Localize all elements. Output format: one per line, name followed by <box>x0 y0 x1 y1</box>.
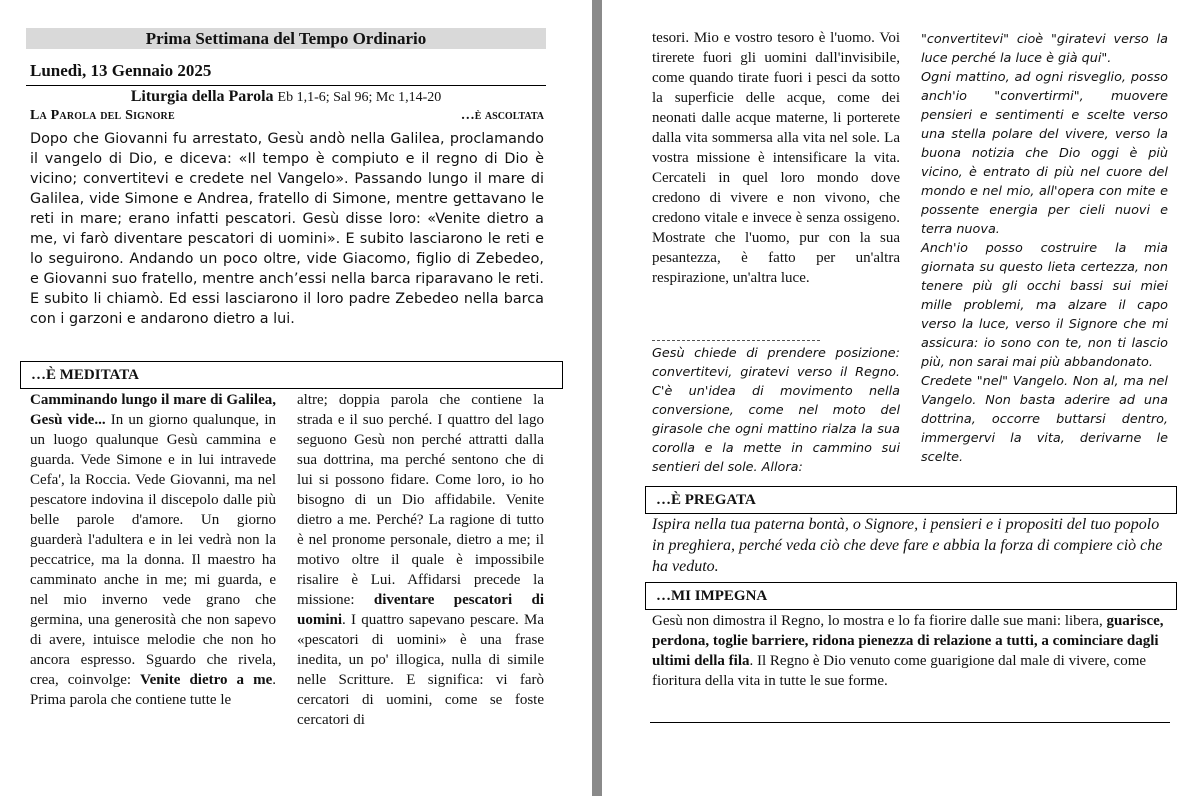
parola-label: La Parola del Signore <box>30 108 175 123</box>
commitment-text-part: . Il Regno è Dio venuto come guarigione dal male di vivere, come fioritura della vita in tutte le sue forme. <box>652 653 1147 689</box>
separator-line <box>652 340 820 341</box>
pregata-heading: …È PREGATA <box>645 486 1177 514</box>
commitment-emphasis: guarisce, perdona, toglie barriere, ridona pienezza di relazione a tutti, a cominciare dagli ultimi della fila <box>652 613 1164 669</box>
liturgia-refs: Eb 1,1-6; Sal 96; Mc 1,14-20 <box>277 90 442 105</box>
commentary-italic-1: Gesù chiede di prendere posizione: convertitevi, giratevi verso il Regno. C'è un'idea di movimento nella conversione, come nel moto del girasole che ogni mattino rialza la sua corolla e la mette in cammino sui sentieri del sole. Allora: <box>652 346 900 475</box>
week-title: Prima Settimana del Tempo Ordinario <box>26 28 546 49</box>
commentary-paragraph: Credete "nel" Vangelo. Non al, ma nel Vangelo. Non basta aderire ad una dottrina, occorre buttarsi dentro, immergervi la vita, derivarne le scelte. <box>921 374 1168 465</box>
commentary-paragraph: Anch'io posso costruire la mia giornata su questo lieta certezza, non tenere più gli occhi bassi sui miei mille problemi, ma alzare il capo verso la luce, verso il Signore che mi assicura: io sono con te, non ti lascio più, non sarai mai più abbandonato. <box>921 241 1168 370</box>
prayer-text: Ispira nella tua paterna bontà, o Signore, i pensieri e i propositi del tuo popolo in preghiera, perché veda ciò che deve fare e abbia la forza di compiere ciò che ha veduto. <box>652 516 1163 575</box>
commentary-paragraph: Ogni mattino, ad ogni risveglio, posso anch'io "convertirmi", muovere pensieri e sentimenti e scelte verso una stella polare del vivere, verso la buona notizia che Dio oggi è più vicino, è entrato di più nel cuore del mondo e nel mio, all'opera con mite e possente energia per cieli nuovi e terra nuova. <box>921 70 1168 237</box>
meditata-column-3: tesori. Mio e vostro tesoro è l'uomo. Voi tirerete fuori gli uomini dall'invisibile, come quando tirate fuori i pesci da sotto la superficie delle acque, come dei neonati dalle acque materne, li porterete dalla vita sommersa alla vita nel sole. La vostra missione è intensificare la vita. Cercateli in quel loro mondo dove credono di vivere e non vivono, che credono vitale e invece è senza ossigeno. Mostrate che l'uomo, pur con la sua pesantezza, è fatto per un'altra respirazione, un'altra luce. <box>652 30 900 286</box>
meditata-text: . Prima parola che contiene tutte le <box>30 672 276 708</box>
end-line <box>650 722 1170 723</box>
commitment-text <box>652 611 1172 691</box>
meditata-lead: Camminando lungo il mare di Galilea, Gesù vide... <box>30 392 276 428</box>
commentary-paragraph: "convertitevi" cioè "giratevi verso la luce perché la luce è già qui". <box>921 32 1168 66</box>
commitment-text-part: Gesù non dimostra il Regno, lo mostra e lo fa fiorire dalle sue mani: libera, <box>652 613 1107 629</box>
commentary-italic-2 <box>921 30 1168 467</box>
meditata-heading: …È MEDITATA <box>20 361 563 389</box>
date-heading: Lunedì, 13 Gennaio 2025 <box>30 61 212 80</box>
meditata-text: In un giorno qualunque, in un luogo qualunque Gesù cammina e guarda. Vede Simone e in lui intravede Cefa', la Roccia. Vede Giovanni, ma nel pescatore indovina il discepolo dalle più belle parole d'amore. Un giorno guarderà l'adultera e in lei vedrà non la peccatrice, ma la donna. Il maestro ha camminato anche in me; mi guarda, e nel mio inverno vede grano che germina, una generosità che non sapevo di avere, intuisce melodie che non ho ancora espresso. Sguardo che rivela, crea, coinvolge: <box>30 412 276 688</box>
meditata-emphasis: diventare pescatori di uomini <box>297 592 544 628</box>
meditata-emphasis: Venite dietro a me <box>140 672 273 688</box>
ascoltata-label: …è ascoltata <box>460 108 544 123</box>
liturgia-label: Liturgia della Parola <box>130 88 274 105</box>
meditata-text: altre; doppia parola che contiene la strada e il suo perché. I quattro del lago seguono Gesù non perché attratti dalla sua dottrina, ma perché sentono che di lui si possono fidare. Come loro, io ho bisogno di un Dio affidabile. Venite dietro a me. Perché? La ragione di tutto è nel pronome personale, dietro a me; il motivo oltre il quale è impossibile risalire è Lui. Affidarsi precede la missione: <box>297 392 544 608</box>
meditata-text: . I quattro sapevano pescare. Ma «pescatori di uomini» è una frase inedita, un po' illogica, nulla di simile nelle Scritture. E significa: vi farò cercatori di uomini, come se foste cercatori di <box>297 612 544 728</box>
impegna-heading: …MI IMPEGNA <box>645 582 1177 610</box>
gospel-text: Dopo che Giovanni fu arrestato, Gesù andò nella Galilea, proclamando il vangelo di Dio, e diceva: «Il tempo è compiuto e il regno di Dio è vicino; convertitevi e credete nel Vangelo». Passando lungo il mare di Galilea, vide Simone e Andrea, fratello di Simone, mentre gettavano le reti in mare; erano infatti pescatori. Gesù disse loro: «Venite dietro a me, vi farò diventare pescatori di uomini». E subito lasciarono le reti e lo seguirono. Andando un poco oltre, vide Giacomo, figlio di Zebedeo, e Giovanni suo fratello, mentre anch’essi nella barca riparavano le reti. E subito li chiamò. Ed essi lasciarono il loro padre Zebedeo nella barca con i garzoni e andarono dietro a lui. <box>30 131 544 327</box>
